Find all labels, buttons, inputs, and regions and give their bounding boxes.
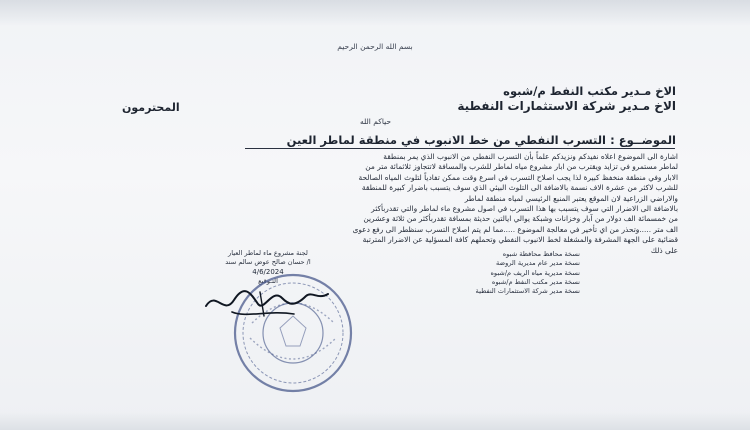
letter-date: 4/6/2024 (252, 267, 284, 276)
subject-text: التسرب النفطي من خط الانبوب في منطقة لماطر العين (286, 133, 606, 147)
cc-list (476, 250, 580, 296)
body-line: قضائية على الجهة المشرفة والمشغلة لخط الانبوب النفطي وتحملهم كافة المسؤلية عن الاضرار المترتبة (362, 235, 678, 245)
basmala-header: بسم الله الرحمن الرحيم (337, 42, 413, 51)
subject-underline (245, 148, 675, 149)
cc-item: نسخة محافظ محافظة شبوه (502, 250, 580, 258)
cc-item: نسخة مديرية مياه الريف م/شبوه (490, 268, 580, 277)
cc-item: نسخة مدير شركة الاستثمارات النفطية (475, 287, 580, 296)
body-line: لماطر مستمرو في تزايد ويقترب من ابار مشروع مياه لماطر للشرب والمسافة لاتتجاوز ثلاثمائة متر من (365, 162, 678, 172)
committee-name: لجنة مشروع ماء لماطر العيار (228, 249, 308, 257)
cc-item: نسخة مدير مكتب النفط م/شبوه (491, 277, 580, 286)
signature-label: التـوقيع (258, 276, 278, 285)
body-line: بالاضافة الى الاضرار التي سوف يتسبب بها هذا التسرب في اصول مشروع ماء لماطر والتي تقدربأكثر (371, 204, 678, 214)
body-line: الابار وفي منطقة منخفظ كبيرة لذا يجب اصلاح التسرب في اسرع وقت ممكن تفادياً لتلوث المياه الصالحة (358, 172, 678, 182)
letter-body (113, 152, 678, 256)
body-line: والاراضي الزراعية لان الموقع يعتبر المنبع الرئيسي لمياه منطقة لماطر (464, 193, 678, 203)
body-line: الف متر .....وتحذر من اي تأخير في معالجة الموضوع .....مما لم يتم اصلاح التسرب سنظطر الى رفع دعوى (352, 224, 678, 234)
addressee-line-1: الاخ مـدير مكتب النفط م/شبوه (503, 84, 676, 98)
cc-item: نسخة مدير عام مديرية الروضة (495, 259, 580, 268)
body-line: على ذلك (650, 245, 678, 255)
body-line: للشرب لاكثر من عشرة الاف نسمة بالاضافة الى التلوث البيئي الذي سوف يتسبب باضرار كبيرة للمنطقة (361, 183, 678, 193)
addressee-line-2: الاخ مـدير شركة الاستثمارات النفطية (457, 99, 676, 113)
body-line: من خمسمائة الف دولار من آبار وخزانات وشبكة يوالي ايالتين حديثة بمسافة تقدربأكثر من ثلاثة وعشرين (363, 214, 678, 224)
signatory-name: ا/ حسان صالح عوض سالم سند (225, 258, 311, 267)
handwritten-signature (198, 282, 338, 332)
body-line: اشارة الى الموضوع اعلاه نفيدكم ونزيدكم علماً بأن التسرب النفطي من الانبوب الذي يمر بمنطقة (383, 152, 678, 161)
subject-label: الموضــوع : (610, 133, 676, 147)
respected-title: المحترمون (122, 101, 180, 114)
greeting: حياكم الله (360, 117, 392, 126)
